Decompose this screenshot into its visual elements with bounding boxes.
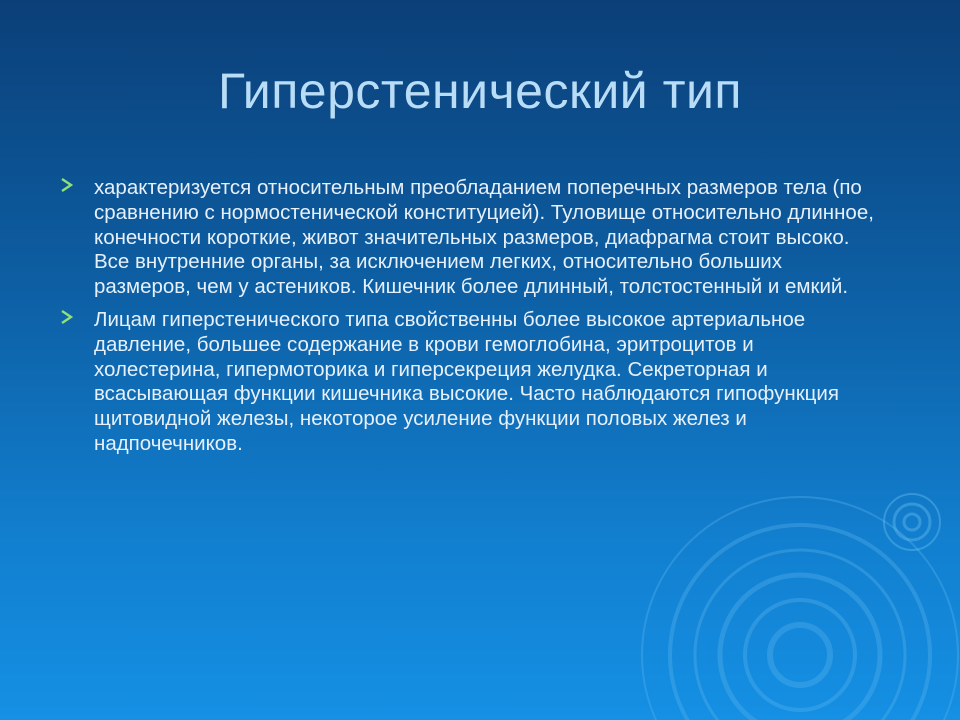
bullet-list	[60, 176, 880, 465]
bullet-item	[60, 176, 880, 300]
slide-title: Гиперстенический тип	[218, 63, 742, 119]
bullet-item	[60, 308, 880, 457]
arrow-bullet-icon	[60, 177, 74, 193]
arrow-bullet-icon	[60, 309, 74, 325]
bullet-text: Лицам гиперстенического типа свойственны более высокое артериальное давление, большее содержание в крови гемоглобина, эритроцитов и холестерина, гипермоторика и гиперсекреция желудка. Секреторная и всасывающая функции кишечника высокие. Часто наблюдаются гипофункция щитовидной железы, некоторое усиление функции половых желез и надпочечников.	[94, 307, 839, 455]
bullet-text: характеризуется относительным преобладанием поперечных размеров тела (по сравнению с нормостенической конституцией). Туловище относительно длинное, конечности короткие, живот значительных размеров, диафрагма стоит высоко. Все внутренние органы, за исключением легких, относительно больших размеров, чем у астеников. Кишечник более длинный, толстостенный и емкий.	[94, 176, 874, 299]
